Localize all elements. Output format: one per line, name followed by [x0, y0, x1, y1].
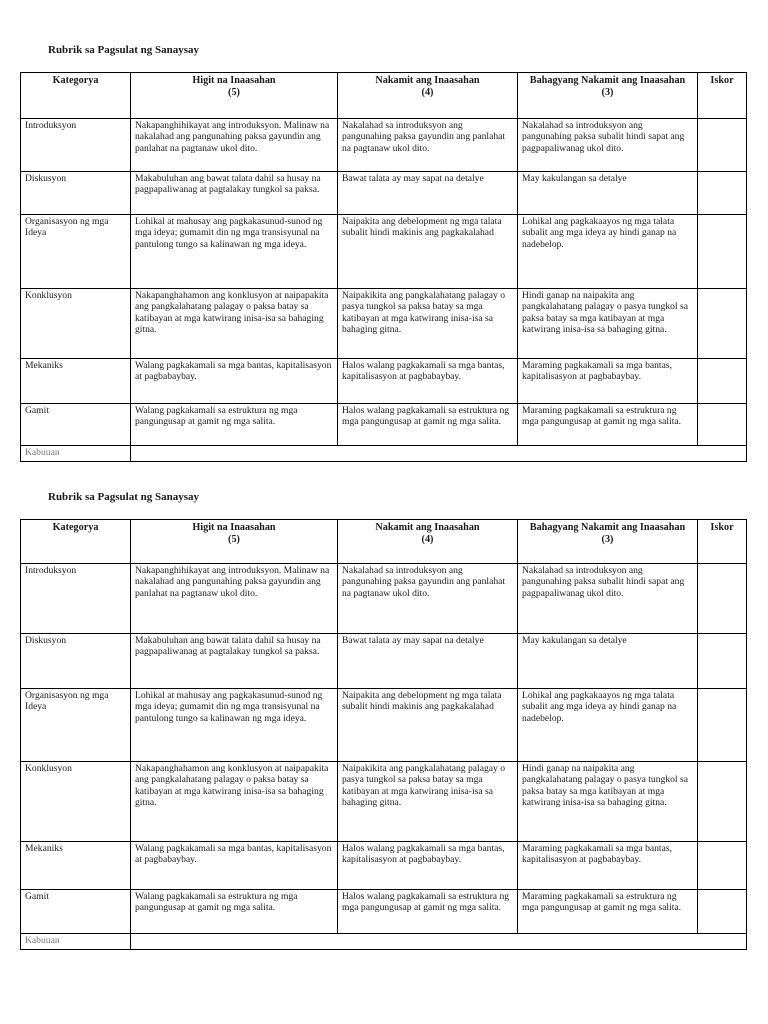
criteria-5-cell: Nakapanghahamon ang konklusyon at naipapakita ang pangkalahatang palagay o paksa batay sa katibayan at mga katwirang inisa-isa sa bahaging gitna.: [131, 762, 338, 842]
header-bahagya-score: (3): [601, 534, 614, 545]
total-value-cell[interactable]: [131, 934, 747, 950]
criteria-3-cell: Maraming pagkakamali sa estruktura ng mga pangungusap at gamit ng mga salita.: [518, 890, 698, 934]
criteria-5-cell: Nakapanghahamon ang konklusyon at naipapakita ang pangkalahatang palagay o paksa batay sa katibayan at mga katwirang inisa-isa sa bahaging gitna.: [131, 289, 338, 359]
rubric-1: [20, 44, 746, 462]
criteria-3-cell: May kakulangan sa detalye: [518, 172, 698, 215]
score-cell[interactable]: [698, 359, 747, 404]
category-cell: Mekaniks: [21, 359, 131, 404]
score-cell[interactable]: [698, 564, 747, 634]
criteria-5-cell: Walang pagkakamali sa mga bantas, kapitalisasyon at pagbabaybay.: [131, 842, 338, 890]
criteria-5-cell: Nakapanghihikayat ang introduksyon. Malinaw na nakalahad ang pangunahing paksa gayundin ang panlahat na pagtanaw ukol dito.: [131, 564, 338, 634]
criteria-5-cell: Walang pagkakamali sa estruktura ng mga pangungusap at gamit ng mga salita.: [131, 890, 338, 934]
total-row: [21, 446, 747, 462]
criteria-4-cell: Halos walang pagkakamali sa estruktura ng mga pangungusap at gamit ng mga salita.: [338, 890, 518, 934]
criteria-4-cell: Naipakikita ang pangkalahatang palagay o pasya tungkol sa paksa batay sa mga katibayan at mga katwirang inisa-isa sa bahaging gitna.: [338, 762, 518, 842]
header-iskor: Iskor: [698, 520, 747, 564]
header-row: [21, 520, 747, 564]
category-cell: Konklusyon: [21, 762, 131, 842]
category-cell: Diskusyon: [21, 634, 131, 689]
criteria-3-cell: Maraming pagkakamali sa estruktura ng mga pangungusap at gamit ng mga salita.: [518, 404, 698, 446]
score-cell[interactable]: [698, 689, 747, 762]
total-value-cell[interactable]: [131, 446, 747, 462]
rubric-2: [20, 491, 746, 950]
table-row: [21, 842, 747, 890]
rubric-table: [20, 519, 747, 950]
total-row: [21, 934, 747, 950]
criteria-4-cell: Bawat talata ay may sapat na detalye: [338, 172, 518, 215]
table-row: [21, 119, 747, 172]
criteria-3-cell: Maraming pagkakamali sa mga bantas, kapitalisasyon at pagbabaybay.: [518, 842, 698, 890]
header-bahagya-title: Bahagyang Nakamit ang Inaasahan: [529, 522, 686, 533]
category-cell: Organisasyon ng mga Ideya: [21, 215, 131, 289]
criteria-5-cell: Walang pagkakamali sa mga bantas, kapitalisasyon at pagbabaybay.: [131, 359, 338, 404]
criteria-5-cell: Lohikal at mahusay ang pagkakasunud-sunod ng mga ideya; gumamit din ng mga transisyunal na pantulong tungo sa kalinawan ng mga ideya.: [131, 689, 338, 762]
score-cell[interactable]: [698, 172, 747, 215]
header-nakamit: [338, 73, 518, 119]
score-cell[interactable]: [698, 890, 747, 934]
table-row: [21, 289, 747, 359]
header-nakamit-score: (4): [421, 534, 434, 545]
table-row: [21, 215, 747, 289]
score-cell[interactable]: [698, 634, 747, 689]
category-cell: Gamit: [21, 890, 131, 934]
criteria-4-cell: Nakalahad sa introduksyon ang pangunahing paksa gayundin ang panlahat na pagtanaw ukol dito.: [338, 564, 518, 634]
criteria-3-cell: May kakulangan sa detalye: [518, 634, 698, 689]
rubric-title: Rubrik sa Pagsulat ng Sanaysay: [48, 491, 199, 503]
rubric-table: [20, 72, 747, 462]
header-bahagya-title: Bahagyang Nakamit ang Inaasahan: [529, 75, 686, 86]
criteria-3-cell: Hindi ganap na naipakita ang pangkalahatang palagay o pasya tungkol sa paksa batay sa mga katibayan at mga katwirang inisa-isa sa bahaging gitna.: [518, 762, 698, 842]
score-cell[interactable]: [698, 289, 747, 359]
score-cell[interactable]: [698, 404, 747, 446]
header-nakamit: [338, 520, 518, 564]
criteria-3-cell: Maraming pagkakamali sa mga bantas, kapitalisasyon at pagbabaybay.: [518, 359, 698, 404]
category-cell: Gamit: [21, 404, 131, 446]
criteria-3-cell: Hindi ganap na naipakita ang pangkalahatang palagay o pasya tungkol sa paksa batay sa mga katibayan at mga katwirang inisa-isa sa bahaging gitna.: [518, 289, 698, 359]
criteria-5-cell: Walang pagkakamali sa estruktura ng mga pangungusap at gamit ng mga salita.: [131, 404, 338, 446]
criteria-3-cell: Nakalahad sa introduksyon ang pangunahing paksa subalit hindi sapat ang pagpapaliwanag ukol dito.: [518, 119, 698, 172]
table-row: [21, 634, 747, 689]
header-nakamit-title: Nakamit ang Inaasahan: [375, 522, 480, 533]
header-higit: [131, 73, 338, 119]
criteria-5-cell: Makabuluhan ang bawat talata dahil sa husay na pagpapaliwanag at pagtalakay tungkol sa paksa.: [131, 172, 338, 215]
criteria-5-cell: Makabuluhan ang bawat talata dahil sa husay na pagpapaliwanag at pagtalakay tungkol sa paksa.: [131, 634, 338, 689]
header-bahagya: [518, 73, 698, 119]
category-cell: Introduksyon: [21, 564, 131, 634]
table-row: [21, 689, 747, 762]
header-nakamit-score: (4): [421, 87, 434, 98]
category-cell: Introduksyon: [21, 119, 131, 172]
criteria-4-cell: Naipakita ang debelopment ng mga talata subalit hindi makinis ang pagkakalahad: [338, 689, 518, 762]
criteria-4-cell: Bawat talata ay may sapat na detalye: [338, 634, 518, 689]
criteria-4-cell: Halos walang pagkakamali sa mga bantas, kapitalisasyon at pagbabaybay.: [338, 842, 518, 890]
header-higit-score: (5): [228, 534, 240, 545]
criteria-5-cell: Lohikal at mahusay ang pagkakasunud-sunod ng mga ideya; gumamit din ng mga transisyunal na pantulong tungo sa kalinawan ng mga ideya.: [131, 215, 338, 289]
header-kategorya: Kategorya: [21, 73, 131, 119]
criteria-4-cell: Nakalahad sa introduksyon ang pangunahing paksa gayundin ang panlahat na pagtanaw ukol dito.: [338, 119, 518, 172]
score-cell[interactable]: [698, 762, 747, 842]
total-label: Kabuuan: [21, 934, 131, 950]
header-higit-score: (5): [228, 87, 240, 98]
criteria-5-cell: Nakapanghihikayat ang introduksyon. Malinaw na nakalahad ang pangunahing paksa gayundin ang panlahat na pagtanaw ukol dito.: [131, 119, 338, 172]
header-bahagya: [518, 520, 698, 564]
criteria-3-cell: Lohikal ang pagkakaayos ng mga talata subalit ang mga ideya ay hindi ganap na nadebelop.: [518, 215, 698, 289]
table-row: [21, 564, 747, 634]
category-cell: Diskusyon: [21, 172, 131, 215]
criteria-3-cell: Lohikal ang pagkakaayos ng mga talata subalit ang mga ideya ay hindi ganap na nadebelop.: [518, 689, 698, 762]
criteria-4-cell: Halos walang pagkakamali sa estruktura ng mga pangungusap at gamit ng mga salita.: [338, 404, 518, 446]
header-nakamit-title: Nakamit ang Inaasahan: [375, 75, 480, 86]
category-cell: Organisasyon ng mga Ideya: [21, 689, 131, 762]
table-row: [21, 172, 747, 215]
table-row: [21, 359, 747, 404]
table-row: [21, 762, 747, 842]
criteria-3-cell: Nakalahad sa introduksyon ang pangunahing paksa subalit hindi sapat ang pagpapaliwanag ukol dito.: [518, 564, 698, 634]
score-cell[interactable]: [698, 215, 747, 289]
criteria-4-cell: Naipakikita ang pangkalahatang palagay o pasya tungkol sa paksa batay sa mga katibayan at mga katwirang inisa-isa sa bahaging gitna.: [338, 289, 518, 359]
header-bahagya-score: (3): [601, 87, 614, 98]
header-row: [21, 73, 747, 119]
score-cell[interactable]: [698, 119, 747, 172]
total-label: Kabuuan: [21, 446, 131, 462]
table-row: [21, 404, 747, 446]
header-iskor: Iskor: [698, 73, 747, 119]
header-higit-title: Higit na Inaasahan: [192, 522, 276, 533]
header-higit: [131, 520, 338, 564]
criteria-4-cell: Naipakita ang debelopment ng mga talata subalit hindi makinis ang pagkakalahad: [338, 215, 518, 289]
category-cell: Konklusyon: [21, 289, 131, 359]
rubric-title: Rubrik sa Pagsulat ng Sanaysay: [48, 44, 199, 56]
score-cell[interactable]: [698, 842, 747, 890]
category-cell: Mekaniks: [21, 842, 131, 890]
table-row: [21, 890, 747, 934]
header-kategorya: Kategorya: [21, 520, 131, 564]
criteria-4-cell: Halos walang pagkakamali sa mga bantas, kapitalisasyon at pagbabaybay.: [338, 359, 518, 404]
header-higit-title: Higit na Inaasahan: [192, 75, 276, 86]
